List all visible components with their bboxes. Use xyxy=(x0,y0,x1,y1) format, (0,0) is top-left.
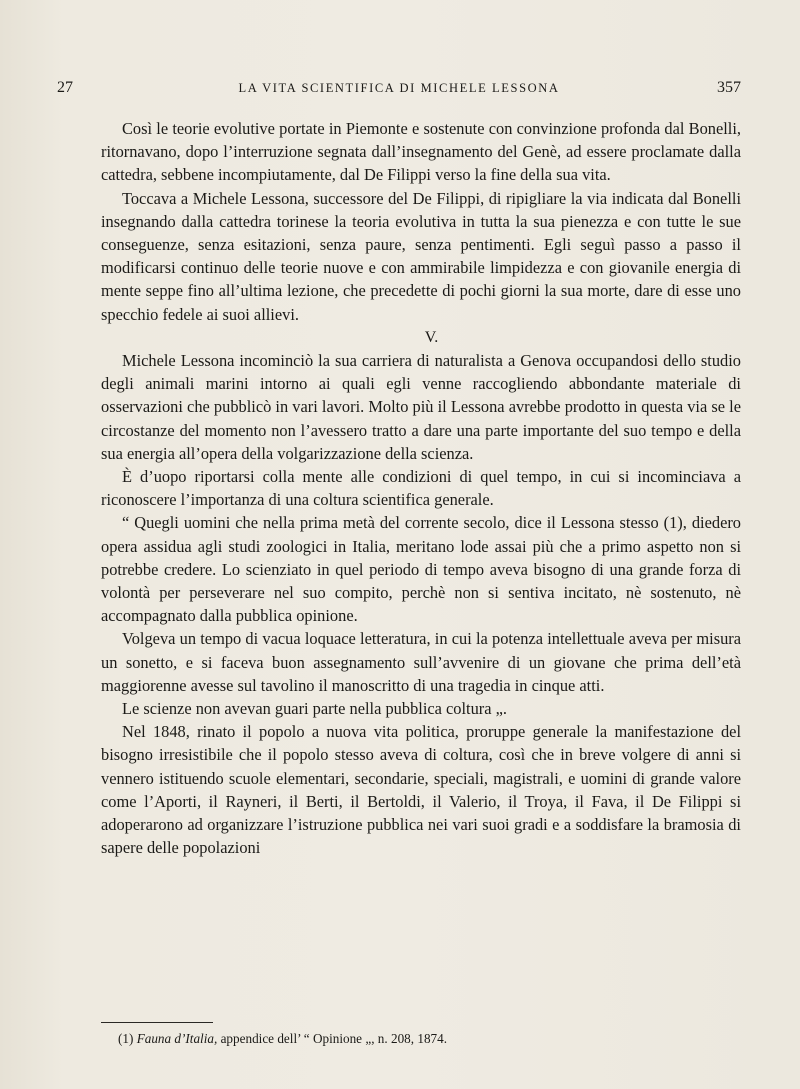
page-number-right: 357 xyxy=(717,79,741,96)
paragraph: “ Quegli uomini che nella prima metà del corrente secolo, dice il Lessona stesso (1), diedero opera assidua agli studi zoologici in Italia, meritano lode assai più che a primo aspetto non si potrebbe credere. Lo scienziato in quel periodo di tempo aveva bisogno di una grande forza di volontà per perseverare nel suo compito, perchè non si sentiva incitato, nè sostenuto, nè accompagnato dalla pubblica opinione. xyxy=(101,513,741,626)
paragraph: È d’uopo riportarsi colla mente alle condizioni di quel tempo, in cui si incominciava a riconoscere l’importanza di una coltura scientifica generale. xyxy=(101,467,741,510)
footnote-divider xyxy=(101,1022,213,1023)
body-text xyxy=(101,117,741,860)
paragraph: Le scienze non avevan guari parte nella pubblica coltura „. xyxy=(122,699,507,719)
footnote-text: appendice dell’ “ Opinione „, n. 208, 1874. xyxy=(220,1031,448,1046)
running-header xyxy=(57,79,741,101)
footnote-title: Fauna d’Italia, xyxy=(136,1031,218,1046)
paragraph: Michele Lessona incominciò la sua carriera di naturalista a Genova occupandosi dello studio degli animali marini intorno ai quali egli venne raccogliendo abbondante materiale di osservazioni che pubblicò in vari lavori. Molto più il Lessona avrebbe prodotto in questa via se le circostanze del momento non l’avessero tratto a dare una parte importante del suo tempo e della sua energia all’opera della volgarizzazione della scienza. xyxy=(101,351,741,463)
footnote-marker: (1) xyxy=(118,1031,134,1046)
paragraph: Toccava a Michele Lessona, successore del De Filippi, di ripigliare la via indicata dal Bonelli insegnando dalla cattedra torinese la teoria evolutiva in tutta la sua pienezza e con tutte le sue conseguenze, senza esitazioni, senza paure, senza pentimenti. Egli seguì passo a passo il modificarsi continuo delle teorie nuove e con ammirabile limpidezza e con giovanile energia di mente seppe fino all’ultima lezione, che precedette di pochi giorni la sua morte, dare di esse uno specchio fedele ai suoi allievi. xyxy=(101,188,741,324)
paragraph: Nel 1848, rinato il popolo a nuova vita politica, proruppe generale la manifestazione del bisogno irresistibile che il popolo stesso aveva di coltura, così che in breve volgere di anni si vennero istituendo scuole elementari, secondarie, speciali, magistrali, e uomini di grande valore come l’Aporti, il Rayneri, il Berti, il Bertoldi, il Valerio, il Troya, il Fava, il De Filippi si adoperarono ad organizzare l’istruzione pubblica nei vari suoi gradi e a soddisfare la bramosia di sapere delle popolazioni xyxy=(101,722,741,858)
paragraph: Così le teorie evolutive portate in Piemonte e sostenute con convinzione profonda dal Bonelli, ritornavano, dopo l’interruzione segnata dall’insegnamento del Genè, ad essere proclamate dalla cattedra, sebbene incompiutamente, dal De Filippi verso la fine della sua vita. xyxy=(101,119,741,185)
footnote xyxy=(118,1031,447,1047)
section-heading: V. xyxy=(424,328,439,346)
page-number-left: 27 xyxy=(57,79,73,96)
running-title: LA VITA SCIENTIFICA DI MICHELE LESSONA xyxy=(238,81,560,95)
paragraph: Volgeva un tempo di vacua loquace letteratura, in cui la potenza intellettuale aveva per misura un sonetto, e si faceva buon assegnamento sull’avvenire di un giovane che prima dell’età maggiorenne avesse sul tavolino il manoscritto di una tragedia in cinque atti. xyxy=(101,629,741,695)
